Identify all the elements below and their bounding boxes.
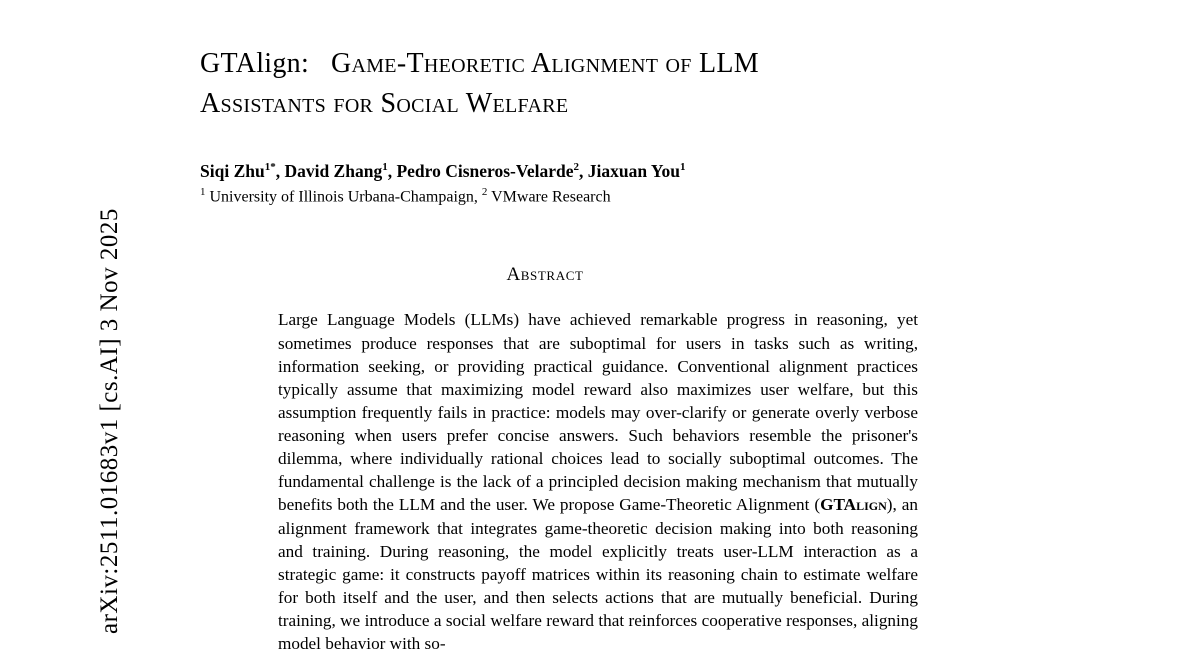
abstract-heading: Abstract	[506, 264, 584, 286]
affiliation-1-mark: 1	[200, 186, 206, 199]
author-4: Jiaxuan You	[587, 160, 681, 181]
author-2-affil-mark: 1	[382, 160, 388, 173]
page-title	[200, 44, 1000, 124]
arxiv-stamp	[0, 0, 123, 648]
author-2: David Zhang	[284, 160, 383, 181]
author-list: Siqi Zhu$^{1*}$, David Zhang$^1$, Pedro Cisneros-Velarde$^2$, Jiaxuan You$^1$	[200, 160, 686, 181]
affiliation-1: University of Illinois Urbana-Champaign,	[209, 188, 478, 206]
affiliation-list	[200, 185, 1000, 208]
author-3-affil-mark: 2	[573, 160, 580, 173]
affiliation-2: VMware Research	[491, 188, 611, 206]
abstract-brand-name: GTAlign	[820, 495, 887, 515]
title-line1: Game-Theoretic Alignment of LLM	[330, 48, 759, 79]
abstract-text	[278, 308, 918, 655]
abstract-part-1: Large Language Models (LLMs) have achieved remarkable progress in reasoning, yet sometimes produce responses that are suboptimal for users in tasks such as writing, information seeking, or providing practical guidance. Conventional alignment practices typically assume that maximizing model reward also maximizes user welfare, but this assumption frequently fails in practice: models may over-clarify or generate overly verbose reasoning when users prefer concise answers. Such behaviors resemble the prisoner's dilemma, where individually rational choices lead to socially suboptimal outcomes. The fundamental challenge is the lack of a principled decision making mechanism that mutually benefits both the LLM and the user. We propose Game-Theoretic Alignment (	[278, 310, 918, 515]
author-4-affil-mark: 1	[680, 160, 686, 173]
affiliation-2-mark: 2	[481, 186, 488, 199]
paper-page	[200, 0, 1000, 654]
arxiv-stamp-text: arXiv:2511.01683v1 [cs.AI] 3 Nov 2025	[96, 208, 123, 634]
author-1: Siqi Zhu	[200, 160, 265, 181]
abstract-part-2: ), an alignment framework that integrates game-theoretic decision making into both reasoning and training. During reasoning, the model explicitly treats user-LLM interaction as a strategic game: it constructs payoff matrices within its reasoning chain to estimate welfare for both itself and the user, and then selects actions that are mutually beneficial. During training, we introduce a social welfare reward that reinforces cooperative responses, aligning model behavior with so-	[278, 495, 918, 654]
author-1-affil-mark: 1	[264, 160, 271, 173]
author-3: Pedro Cisneros-Velarde	[396, 160, 574, 181]
author-1-star-mark: *	[270, 160, 276, 173]
title-lead: GTAlign:	[200, 48, 310, 79]
title-line2: Assistants for Social Welfare	[200, 87, 569, 119]
